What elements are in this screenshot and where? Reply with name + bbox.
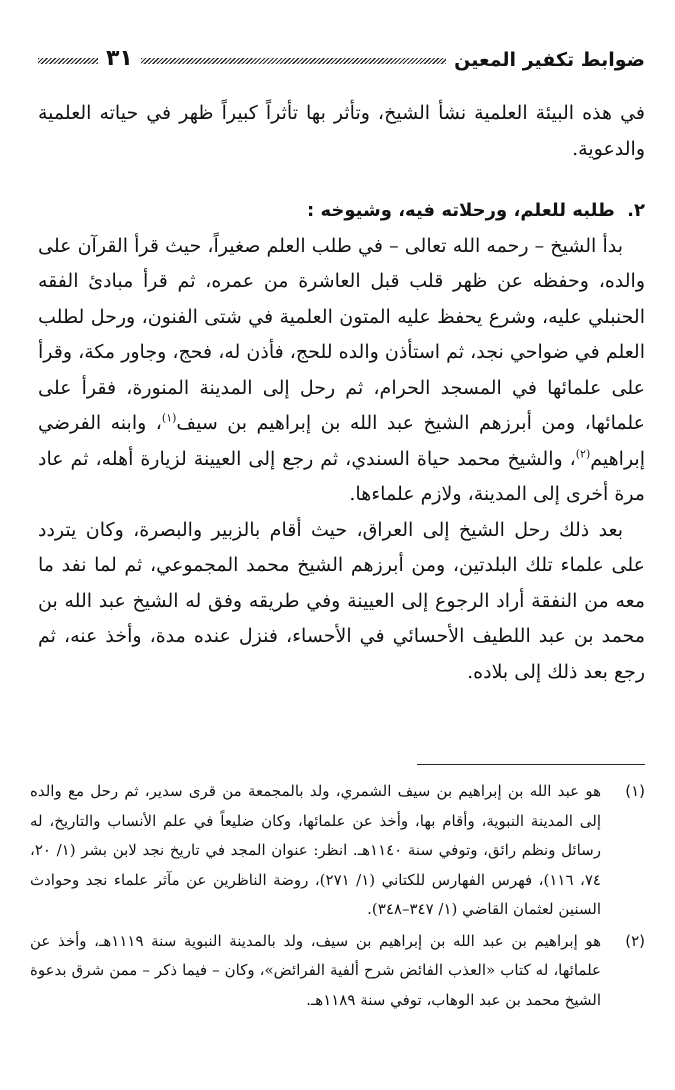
footnote-2: [30, 927, 645, 1016]
section-heading: [38, 193, 645, 229]
page-header: [38, 30, 645, 70]
section-title: طلبه للعلم، ورحلاته فيه، وشيوخه :: [307, 200, 615, 221]
paragraph-studies-part-c: ، والشيخ محمد حياة السندي، ثم رجع إلى العيينة لزيارة أهله، ثم عاد مرة أخرى إلى المدينة، ولازم علماءها.: [38, 447, 645, 505]
footnote-1: [30, 777, 645, 925]
footnote-ref-2: (٢): [575, 447, 591, 461]
footnote-marker: (١): [625, 782, 645, 800]
footnote-text: هو إبراهيم بن عبد الله بن إبراهيم بن سيف، ولد بالمدينة النبوية سنة ١١١٩هـ، وأخذ عن علمائها، له كتاب «العذب الفائض شرح ألفية الفرائض»، وكان – فيما ذكر – ممن شرق بدعوة الشيخ محمد بن عبد الوهاب، توفي سنة ١١٨٩هـ.: [30, 931, 601, 1009]
header-rule-right: [141, 58, 446, 64]
header-rule-left: [38, 58, 98, 64]
footnote-marker: (٢): [625, 931, 645, 950]
section-number: ٢.: [627, 200, 645, 221]
main-text: [38, 96, 645, 690]
paragraph-studies-part-b: ، وابنه الفرضي إبراهيم: [38, 412, 645, 470]
paragraph-studies: [38, 229, 645, 513]
running-title: ضوابط تكفير المعين: [454, 49, 645, 71]
footnote-ref-1: (١): [161, 411, 177, 425]
page-number: ٣١: [106, 46, 133, 71]
paragraph-studies-part-a: بدأ الشيخ – رحمه الله تعالى – في طلب العلم صغيراً، حيث قرأ القرآن على والده، وحفظه عن ظهر قلب قبل العاشرة من عمره، ثم قرأ مبادئ الفقه الحنبلي عليه، وشرع يحفظ عليه المتون العلمية في شتى الفنون، ورحل لطلب العلم في ضواحي نجد، ثم استأذن والده للحج، فأذن له، فحج، وجاور مكة، وقرأ على علمائها في المسجد الحرام، ثم رحل إلى المدينة المنورة، فقرأ على علمائها، ومن أبرزهم الشيخ عبد الله بن إبراهيم بن سيف: [38, 234, 645, 434]
intro-paragraph: في هذه البيئة العلمية نشأ الشيخ، وتأثر بها تأثراً كبيراً ظهر في حياته العلمية والدعوية.: [38, 102, 645, 160]
footnote-text: هو عبد الله بن إبراهيم بن سيف الشمري، ولد بالمجمعة من قرى سدير، ثم رحل مع والده إلى المدينة النبوية، وأقام بها، وأخذ عن علمائها، وكان ضليعاً في علم الأنساب والتاريخ، له رسائل ونظم رائق، وتوفي سنة ١١٤٠هـ. انظر: عنوان المجد في تاريخ نجد لابن بشر (١/ ٢٠، ٧٤، ١١٦)، فهرس الفهارس للكتاني (١/ ٢٧١)، روضة الناظرين عن مآثر علماء نجد وحوادث السنين لعثمان القاضي (١/ ٣٤٧–٣٤٨).: [30, 782, 601, 918]
paragraph-travels: بعد ذلك رحل الشيخ إلى العراق، حيث أقام بالزبير والبصرة، وكان يتردد على علماء تلك البلدتين، ومن أبرزهم الشيخ محمد المجموعي، ثم لما نفد ما معه من النفقة أراد الرجوع إلى العيينة وفي طريقه وفق له الشيخ عبد الله بن محمد بن عبد اللطيف الأحسائي في الأحساء، فنزل عنده مدة، وأخذ عنه، ثم رجع بعد ذلك إلى بلاده.: [38, 518, 645, 683]
footnote-separator: [417, 764, 645, 765]
footnotes: [30, 777, 645, 1017]
